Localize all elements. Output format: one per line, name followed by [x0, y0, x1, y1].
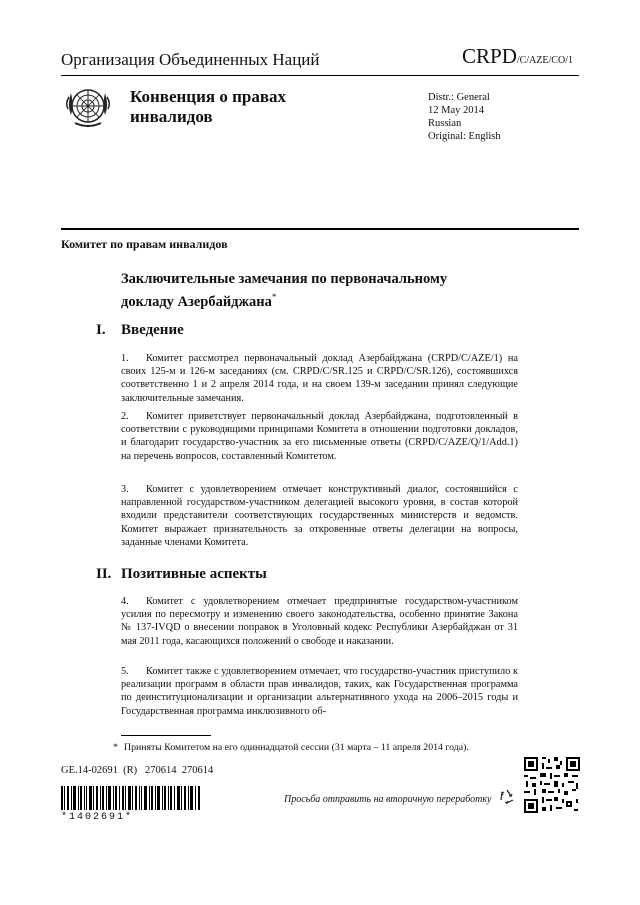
footnote-mark: * [113, 742, 118, 753]
paragraph-text: Комитет также с удовлетворением отмечает, что государство-участник приступило к реализации программ в области прав инвалидов, таких, как Государственная программа по деинституционализации и организации альтернативного ухода на 2006–2015 годы и Государственная программа инклюзивного об- [121, 666, 518, 717]
footnote-text: Приняты Комитетом на его одиннадцатой сессии (31 марта – 11 апреля 2014 года). [124, 742, 469, 753]
qr-code-icon [524, 757, 580, 813]
document-title [121, 270, 541, 311]
convention-title-line1: Конвенция о правах [130, 87, 287, 106]
title-rule [61, 228, 579, 230]
convention-title [130, 87, 330, 127]
paragraph [121, 483, 518, 549]
paragraph-text: Комитет рассмотрел первоначальный доклад Азербайджана (CRPD/C/AZE/1) на своих 125-м и 126-м заседаниях (см. CRPD/C/SR.125 и CRPD/C/SR.126), состоявшихся соответственно 1 и 2 апреля 2014 года, и на своем 139-м заседании принял следующие заключительные замечания. [121, 353, 518, 404]
original-line: Original: English [428, 131, 501, 142]
distr-line: Distr.: General [428, 92, 490, 103]
title-footnote-mark: * [271, 292, 277, 302]
barcode-number: *1402691* [61, 812, 134, 823]
footnote [98, 742, 538, 753]
paragraph-text: Комитет приветствует первоначальный доклад Азербайджана, подготовленный в соответствии с руководящими принципами Комитета в отношении подготовки докладов, и благодарит государство-участник за его письменные ответы (CRPD/C/AZE/Q/1/Add.1) на перечень вопросов, составленный Комитетом. [121, 411, 518, 462]
paragraph-number: 4. [121, 596, 129, 607]
document-symbol [462, 44, 573, 69]
paragraph-number: 1. [121, 353, 129, 364]
symbol-suffix: /C/AZE/CO/1 [516, 55, 573, 66]
document-title-line1: Заключительные замечания по первоначальному [121, 271, 448, 287]
symbol-main: CRPD [462, 44, 517, 68]
date-line: 12 May 2014 [428, 105, 484, 116]
paragraph-number: 3. [121, 484, 129, 495]
section-title: Введение [121, 322, 184, 338]
document-title-line2 [121, 288, 541, 311]
section-title: Позитивные аспекты [121, 566, 267, 582]
paragraph [121, 665, 518, 718]
section-number: I. [96, 322, 106, 338]
paragraph-text: Комитет с удовлетворением отмечает конструктивный диалог, состоявшийся с направленной государством-участником делегацией высокого уровня, в состав которой входили представители соответствующих государственных министерств и ведомств. Комитет выражает признательность за откровенные ответы делегации на вопросы, заданные членами Комитета. [121, 484, 518, 548]
paragraph-text: Комитет с удовлетворением отмечает предпринятые государством-участником усилия по пересмотру и изменению своего законодательства, особенно принятие Закона № 137-IVQD о внесении поправок в Уголовный кодекс Республики Азербайджан от 31 мая 2011 года, касающихся положений о свободе и наказании. [121, 596, 518, 647]
job-number: GE.14-02691 (R) 270614 270614 [61, 765, 214, 776]
committee-name: Комитет по правам инвалидов [61, 237, 228, 251]
language-line: Russian [428, 118, 462, 129]
paragraph-number: 5. [121, 666, 129, 677]
footnote-rule [121, 735, 211, 736]
header-rule [61, 75, 579, 76]
recycle-note: Просьба отправить на вторичную переработку [284, 794, 492, 805]
paragraph [121, 352, 518, 405]
convention-title-line2: инвалидов [130, 107, 213, 126]
un-emblem-icon [63, 81, 113, 131]
document-title-line2-text: докладу Азербайджана [121, 293, 272, 310]
organization-name: Организация Объединенных Наций [61, 50, 320, 69]
paragraph [121, 410, 518, 463]
distribution-block [428, 91, 501, 143]
recycle-icon [498, 788, 516, 806]
paragraph-number: 2. [121, 411, 129, 422]
barcode-icon [61, 786, 201, 810]
section-number: II. [96, 566, 112, 582]
paragraph [121, 595, 518, 648]
